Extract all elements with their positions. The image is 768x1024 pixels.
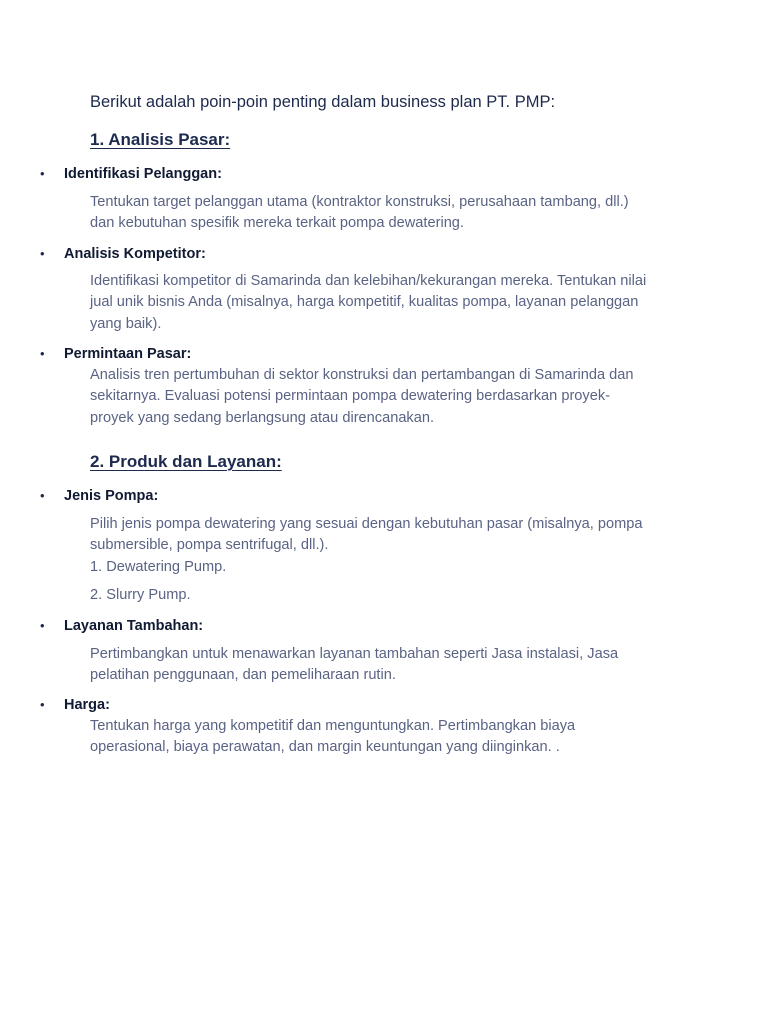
paragraph-line: yang baik).: [90, 315, 162, 332]
paragraph-permintaan-pasar: [90, 365, 682, 429]
section-heading-analisis-pasar: 1. Analisis Pasar:: [90, 130, 231, 149]
paragraph-line: pelatihan penggunaan, dan pemeliharaan rutin.: [90, 667, 396, 684]
paragraph-line: 1. Dewatering Pump.: [90, 558, 227, 575]
paragraph-jenis-pompa: [90, 514, 682, 578]
intro-text: Berikut adalah poin-poin penting dalam business plan PT. PMP:: [90, 93, 556, 111]
bullet-dot: •: [40, 346, 45, 361]
paragraph-line: Identifikasi kompetitor di Samarinda dan kelebihan/kekurangan mereka. Tentukan nilai: [90, 273, 647, 289]
paragraph-identifikasi-pelanggan: [90, 192, 682, 235]
bullet-dot: •: [40, 618, 45, 633]
paragraph-line: 2. Slurry Pump.: [90, 587, 191, 603]
paragraph-line: jual unik bisnis Anda (misalnya, harga kompetitif, kualitas pompa, layanan pelanggan: [90, 294, 639, 311]
paragraph-analisis-kompetitor: [90, 271, 682, 335]
paragraph-slurry-pump: [90, 585, 682, 606]
bullet-dot: •: [40, 697, 45, 712]
bullet-title: Permintaan Pasar:: [64, 346, 192, 362]
paragraph-layanan-tambahan: [90, 644, 682, 687]
bullet-title: Identifikasi Pelanggan:: [64, 166, 222, 182]
paragraph-line: proyek yang sedang berlangsung atau direncanakan.: [90, 409, 435, 426]
paragraph-line: Tentukan target pelanggan utama (kontraktor konstruksi, perusahaan tambang, dll.): [90, 194, 629, 210]
paragraph-line: dan kebutuhan spesifik mereka terkait pompa dewatering.: [90, 215, 464, 232]
paragraph-line: operasional, biaya perawatan, dan margin keuntungan yang diinginkan. .: [90, 739, 560, 756]
paragraph-line: Pilih jenis pompa dewatering yang sesuai dengan kebutuhan pasar (misalnya, pompa: [90, 516, 643, 532]
bullet-dot: •: [40, 488, 45, 503]
paragraph-line: submersible, pompa sentrifugal, dll.).: [90, 537, 329, 554]
paragraph-line: Tentukan harga yang kompetitif dan menguntungkan. Pertimbangkan biaya: [90, 718, 576, 734]
paragraph-line: Analisis tren pertumbuhan di sektor konstruksi dan pertambangan di Samarinda dan: [90, 367, 634, 383]
paragraph-harga: [90, 716, 682, 759]
bullet-title: Analisis Kompetitor:: [64, 246, 206, 262]
paragraph-line: Pertimbangkan untuk menawarkan layanan tambahan seperti Jasa instalasi, Jasa: [90, 646, 619, 662]
paragraph-line: sekitarnya. Evaluasi potensi permintaan pompa dewatering berdasarkan proyek-: [90, 388, 610, 405]
bullet-dot: •: [40, 166, 45, 181]
bullet-title: Jenis Pompa:: [64, 488, 159, 504]
bullet-title: Harga:: [64, 697, 110, 713]
section-heading-produk-dan-layanan: 2. Produk dan Layanan:: [90, 452, 282, 471]
bullet-dot: •: [40, 246, 45, 261]
bullet-title: Layanan Tambahan:: [64, 618, 204, 634]
